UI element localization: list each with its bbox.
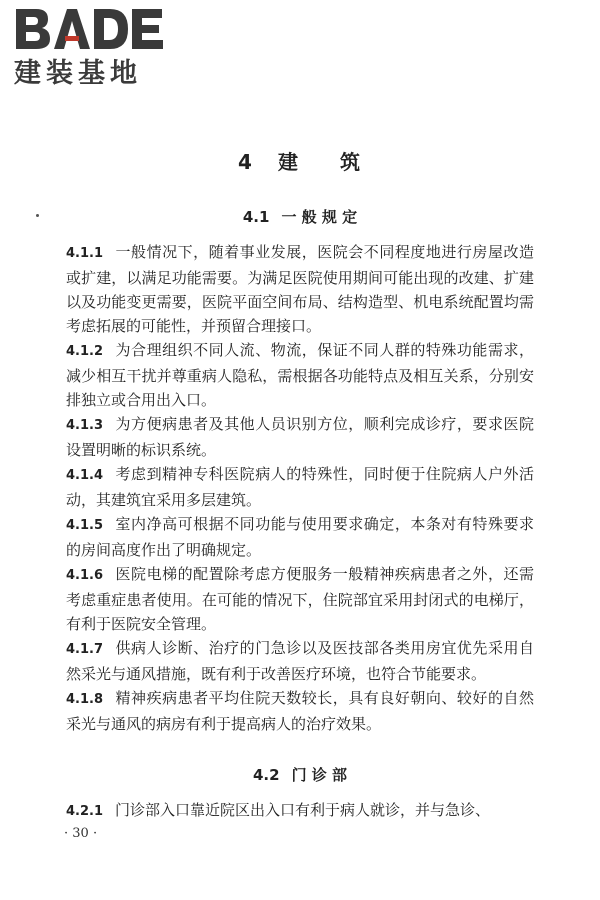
clause-text: 医院电梯的配置除考虑方便服务一般精神疾病患者之外，还需考虑重症患者使用。在可能的情况下，住院部宜采用封闭式的电梯厅，有利于医院安全管理。: [66, 565, 534, 633]
section-title-text: 门 诊 部: [291, 766, 348, 784]
logo-wordmark: [14, 6, 184, 52]
section-number: 4.2: [252, 766, 280, 784]
section-title-4-2: [0, 764, 600, 785]
section-4-2-body: [66, 798, 534, 824]
clause-4-1-5: [66, 512, 534, 562]
logo-wordmark-graphic: [14, 6, 174, 52]
clause-4-1-8: [66, 686, 534, 736]
clause-number: 4.1.2: [66, 344, 104, 359]
clause-number: 4.1.7: [66, 642, 104, 657]
clause-text: 一般情况下，随着事业发展，医院会不同程度地进行房屋改造或扩建，以满足功能需要。为满足医院使用期间可能出现的改建、扩建以及功能变更需要，医院平面空间布局、结构造型、机电系统配置均需考虑拓展的可能性，并预留合理接口。: [66, 243, 534, 335]
clause-text: 室内净高可根据不同功能与使用要求确定，本条对有特殊要求的房间高度作出了明确规定。: [66, 515, 534, 559]
clause-number: 4.2.1: [66, 804, 104, 819]
clause-4-1-4: [66, 462, 534, 512]
chapter-title-part1: 建: [277, 150, 300, 174]
clause-4-1-2: [66, 338, 534, 412]
clause-text: 门诊部入口靠近院区出入口有利于病人就诊，并与急诊、: [115, 801, 491, 819]
chapter-title: [0, 146, 600, 175]
clause-number: 4.1.4: [66, 468, 104, 483]
page-number: · 30 ·: [64, 826, 98, 841]
clause-number: 4.1.6: [66, 568, 104, 583]
chapter-title-part2: 筑: [339, 150, 362, 174]
clause-text: 为方便病患者及其他人员识别方位，顺利完成诊疗，要求医院设置明晰的标识系统。: [66, 415, 534, 459]
clause-number: 4.1.3: [66, 418, 104, 433]
bade-logo: [14, 6, 184, 96]
clause-4-1-7: [66, 636, 534, 686]
clause-text: 为合理组织不同人流、物流，保证不同人群的特殊功能需求，减少相互干扰并尊重病人隐私，需根据各功能特点及相互关系，分别安排独立或合用出入口。: [66, 341, 534, 409]
clause-text: 考虑到精神专科医院病人的特殊性，同时便于住院病人户外活动，其建筑宜采用多层建筑。: [66, 465, 534, 509]
clause-4-1-6: [66, 562, 534, 636]
section-4-1-body: [66, 240, 534, 736]
clause-text: 供病人诊断、治疗的门急诊以及医技部各类用房宜优先采用自然采光与通风措施，既有利于改善医疗环境，也符合节能要求。: [66, 639, 534, 683]
clause-number: 4.1.8: [66, 692, 104, 707]
clause-number: 4.1.1: [66, 246, 104, 261]
clause-4-1-1: [66, 240, 534, 338]
clause-text: 精神疾病患者平均住院天数较长，具有良好朝向、较好的自然采光与通风的病房有利于提高病人的治疗效果。: [66, 689, 534, 733]
clause-number: 4.1.5: [66, 518, 104, 533]
chapter-number: 4: [238, 150, 254, 174]
logo-subtitle: 建装基地: [14, 58, 142, 89]
clause-4-2-1: [66, 798, 534, 824]
section-title-4-1: [0, 206, 600, 227]
section-title-text: 一 般 规 定: [281, 208, 358, 226]
clause-4-1-3: [66, 412, 534, 462]
section-number: 4.1: [242, 208, 270, 226]
